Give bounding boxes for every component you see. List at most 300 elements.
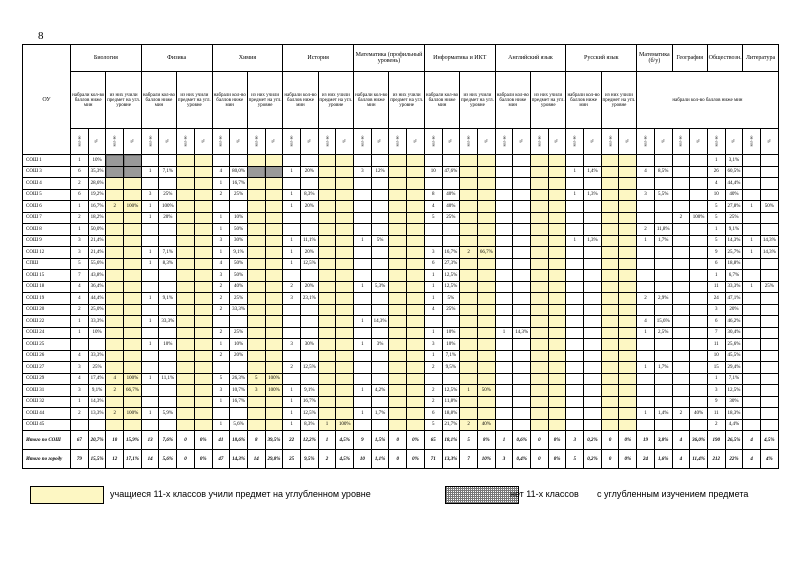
total-cell: 0 <box>531 450 549 469</box>
table-cell <box>106 224 124 236</box>
table-cell: 25% <box>230 189 248 201</box>
table-cell <box>407 304 425 316</box>
table-cell <box>477 339 495 351</box>
table-cell: 20% <box>300 281 318 293</box>
table-cell <box>601 350 619 362</box>
table-cell <box>177 201 195 213</box>
table-cell: 3 <box>71 247 89 259</box>
table-cell <box>106 155 124 167</box>
total-cell: 4,5% <box>336 450 354 469</box>
table-cell: 5 <box>424 419 442 431</box>
table-cell <box>548 385 566 397</box>
table-cell <box>584 212 602 224</box>
table-cell <box>690 419 708 431</box>
subject-header: География <box>672 45 707 72</box>
table-cell <box>619 327 637 339</box>
table-cell <box>513 224 531 236</box>
table-cell <box>584 155 602 167</box>
table-cell <box>106 396 124 408</box>
table-cell <box>495 224 513 236</box>
table-cell <box>672 350 690 362</box>
school-name: СОШ 19 <box>23 293 71 305</box>
table-cell <box>265 166 283 178</box>
table-cell <box>477 212 495 224</box>
table-cell: 16,7% <box>88 201 106 213</box>
table-cell <box>654 304 672 316</box>
total-cell: 0 <box>177 431 195 450</box>
table-cell: 6 <box>424 258 442 270</box>
table-cell <box>548 373 566 385</box>
total-cell: 0% <box>407 431 425 450</box>
table-row <box>23 293 779 305</box>
table-cell: 40% <box>442 201 460 213</box>
table-cell <box>389 350 407 362</box>
table-cell: 12,5% <box>442 281 460 293</box>
table-cell <box>159 235 177 247</box>
table-cell: 1 <box>212 224 230 236</box>
table-cell <box>619 419 637 431</box>
table-cell <box>124 270 142 282</box>
table-cell <box>477 327 495 339</box>
table-cell <box>601 212 619 224</box>
unit-header: % <box>513 129 531 155</box>
table-cell <box>283 270 301 282</box>
table-cell <box>389 212 407 224</box>
table-cell: 2,5% <box>654 327 672 339</box>
table-cell <box>743 304 761 316</box>
table-cell <box>247 235 265 247</box>
table-cell <box>619 281 637 293</box>
table-cell <box>194 419 212 431</box>
table-cell: 11 <box>707 339 725 351</box>
table-cell <box>177 293 195 305</box>
table-cell: 7,1% <box>725 373 743 385</box>
table-cell: 4,2% <box>371 385 389 397</box>
table-cell <box>761 385 779 397</box>
table-cell <box>672 373 690 385</box>
table-cell <box>548 155 566 167</box>
table-cell: 1 <box>283 396 301 408</box>
table-cell <box>548 166 566 178</box>
table-cell <box>460 201 478 213</box>
table-cell <box>354 270 372 282</box>
table-cell <box>389 304 407 316</box>
table-cell: 33,3% <box>725 281 743 293</box>
table-cell <box>124 293 142 305</box>
table-cell <box>495 281 513 293</box>
table-cell: 1 <box>141 316 159 328</box>
table-cell: 2 <box>424 396 442 408</box>
table-cell <box>531 419 549 431</box>
table-cell: 1 <box>141 212 159 224</box>
table-cell: 4 <box>106 373 124 385</box>
table-cell <box>336 155 354 167</box>
table-cell <box>460 304 478 316</box>
table-cell <box>513 281 531 293</box>
table-cell <box>194 201 212 213</box>
table-cell: 1,7% <box>654 235 672 247</box>
table-cell <box>212 155 230 167</box>
table-cell <box>743 350 761 362</box>
table-cell <box>177 281 195 293</box>
total-cell: 1,6% <box>654 450 672 469</box>
table-cell <box>371 327 389 339</box>
table-cell: 1 <box>318 419 336 431</box>
table-cell <box>654 419 672 431</box>
table-cell <box>654 201 672 213</box>
table-cell <box>194 293 212 305</box>
table-cell <box>354 247 372 259</box>
school-name: СОШ 8 <box>23 224 71 236</box>
table-cell <box>601 396 619 408</box>
table-cell <box>495 396 513 408</box>
table-cell <box>619 373 637 385</box>
table-cell: 1,7% <box>654 362 672 374</box>
table-cell <box>424 178 442 190</box>
table-cell <box>177 189 195 201</box>
table-cell <box>265 189 283 201</box>
table-cell: 7 <box>707 327 725 339</box>
table-cell <box>106 281 124 293</box>
table-cell <box>177 362 195 374</box>
table-cell <box>619 304 637 316</box>
table-cell <box>389 316 407 328</box>
table-cell <box>88 419 106 431</box>
table-cell: 1 <box>707 270 725 282</box>
table-cell: 1 <box>212 178 230 190</box>
table-cell <box>283 327 301 339</box>
table-cell: 100% <box>159 201 177 213</box>
school-name: СОШ 32 <box>23 396 71 408</box>
total-cell: 12 <box>106 450 124 469</box>
table-cell <box>513 189 531 201</box>
table-cell <box>672 304 690 316</box>
table-cell <box>637 258 655 270</box>
total-cell: 0 <box>177 450 195 469</box>
table-cell <box>513 350 531 362</box>
school-name: СОШ 15 <box>23 270 71 282</box>
table-cell: 4,4% <box>725 419 743 431</box>
table-cell <box>584 178 602 190</box>
table-cell <box>690 339 708 351</box>
table-cell <box>601 304 619 316</box>
table-cell <box>566 247 584 259</box>
table-cell: 40% <box>442 189 460 201</box>
table-cell <box>265 350 283 362</box>
table-cell: 1 <box>637 327 655 339</box>
table-cell <box>194 224 212 236</box>
table-cell <box>477 304 495 316</box>
table-cell: 20% <box>300 247 318 259</box>
total-cell: 3 <box>566 431 584 450</box>
table-cell <box>407 212 425 224</box>
total-cell: 22% <box>725 450 743 469</box>
table-cell <box>584 339 602 351</box>
table-cell <box>761 304 779 316</box>
table-cell <box>495 362 513 374</box>
table-cell: 3 <box>707 304 725 316</box>
table-cell <box>531 281 549 293</box>
table-cell: 2 <box>106 385 124 397</box>
table-cell: 3 <box>707 385 725 397</box>
table-cell <box>761 408 779 420</box>
table-cell <box>548 293 566 305</box>
unit-header: % <box>477 129 495 155</box>
table-cell <box>318 362 336 374</box>
table-cell <box>300 212 318 224</box>
table-cell <box>761 316 779 328</box>
table-cell: 1 <box>637 235 655 247</box>
table-cell <box>584 385 602 397</box>
table-cell <box>212 201 230 213</box>
table-cell <box>566 339 584 351</box>
table-cell <box>318 304 336 316</box>
table-cell <box>336 212 354 224</box>
table-cell <box>265 212 283 224</box>
legend-hatch-swatch <box>445 486 519 504</box>
table-cell <box>619 396 637 408</box>
table-cell: 40% <box>477 419 495 431</box>
table-cell <box>672 247 690 259</box>
table-cell <box>389 327 407 339</box>
table-cell <box>495 339 513 351</box>
total-cell: 3,8% <box>654 431 672 450</box>
table-cell <box>265 224 283 236</box>
table-cell: 2,9% <box>654 293 672 305</box>
table-cell <box>177 155 195 167</box>
table-cell <box>177 419 195 431</box>
table-cell <box>495 316 513 328</box>
table-cell <box>106 258 124 270</box>
table-cell <box>159 350 177 362</box>
table-cell <box>601 201 619 213</box>
total-cell: 1 <box>318 431 336 450</box>
table-cell <box>690 385 708 397</box>
table-cell <box>354 212 372 224</box>
page-number: 8 <box>38 30 44 42</box>
table-cell <box>672 293 690 305</box>
table-cell: 1 <box>141 166 159 178</box>
table-cell <box>584 396 602 408</box>
table-cell <box>247 201 265 213</box>
unit-header: кол-во <box>707 129 725 155</box>
table-cell <box>265 270 283 282</box>
table-cell <box>159 270 177 282</box>
table-cell: 1 <box>354 281 372 293</box>
table-cell: 1 <box>424 281 442 293</box>
table-cell: 6,7% <box>725 270 743 282</box>
table-cell <box>743 339 761 351</box>
table-cell <box>654 373 672 385</box>
table-row <box>23 339 779 351</box>
table-cell <box>318 258 336 270</box>
table-cell <box>354 155 372 167</box>
table-cell <box>389 258 407 270</box>
table-cell <box>672 166 690 178</box>
table-cell: 2 <box>106 201 124 213</box>
table-cell <box>265 235 283 247</box>
table-cell: 19,2% <box>88 189 106 201</box>
table-cell: 3 <box>247 385 265 397</box>
table-cell <box>690 362 708 374</box>
table-cell <box>212 408 230 420</box>
table-cell: 1 <box>283 419 301 431</box>
table-cell <box>690 396 708 408</box>
table-cell <box>566 316 584 328</box>
table-cell: 1 <box>141 339 159 351</box>
subject-header: Русский язык <box>566 45 637 72</box>
table-cell <box>531 270 549 282</box>
table-cell: 1 <box>354 316 372 328</box>
table-cell <box>389 189 407 201</box>
table-cell <box>336 235 354 247</box>
table-cell <box>672 316 690 328</box>
table-cell <box>230 362 248 374</box>
table-cell <box>247 396 265 408</box>
table-cell <box>495 155 513 167</box>
table-cell: 100% <box>124 373 142 385</box>
unit-header: кол-во <box>637 129 655 155</box>
table-cell <box>690 189 708 201</box>
table-cell <box>247 247 265 259</box>
table-cell <box>442 373 460 385</box>
table-cell <box>177 408 195 420</box>
table-cell <box>584 293 602 305</box>
table-cell <box>354 362 372 374</box>
table-cell: 50% <box>230 224 248 236</box>
total-cell: 18,6% <box>230 431 248 450</box>
table-cell <box>584 327 602 339</box>
subject-header: Английский язык <box>495 45 566 72</box>
table-cell <box>106 362 124 374</box>
table-row <box>23 166 779 178</box>
table-cell: 13,3% <box>88 408 106 420</box>
table-cell: 25% <box>442 212 460 224</box>
table-cell <box>407 166 425 178</box>
table-cell: 10 <box>424 166 442 178</box>
total-cell: 5 <box>460 431 478 450</box>
table-cell: 26 <box>707 166 725 178</box>
table-cell <box>477 224 495 236</box>
table-cell <box>265 362 283 374</box>
table-cell: 28,6% <box>88 178 106 190</box>
table-cell: 1 <box>283 235 301 247</box>
table-cell <box>106 316 124 328</box>
table-cell <box>548 258 566 270</box>
table-cell: 25,0% <box>88 304 106 316</box>
table-cell <box>141 350 159 362</box>
table-cell <box>177 339 195 351</box>
table-cell: 3 <box>212 270 230 282</box>
table-cell <box>601 189 619 201</box>
table-cell <box>460 155 478 167</box>
table-cell <box>194 339 212 351</box>
table-cell <box>601 408 619 420</box>
table-cell: 7,1% <box>442 350 460 362</box>
table-cell <box>371 362 389 374</box>
table-cell <box>601 327 619 339</box>
table-cell: 5% <box>371 235 389 247</box>
table-cell <box>141 362 159 374</box>
table-cell <box>584 316 602 328</box>
table-cell <box>690 166 708 178</box>
table-cell: 11,1% <box>300 235 318 247</box>
table-cell <box>654 350 672 362</box>
table-cell <box>460 408 478 420</box>
results-table <box>22 44 779 469</box>
table-cell <box>389 385 407 397</box>
table-cell <box>513 339 531 351</box>
table-cell: 11,1% <box>159 373 177 385</box>
table-cell <box>106 327 124 339</box>
table-cell <box>389 339 407 351</box>
total-cell: 14 <box>247 450 265 469</box>
table-cell: 5 <box>247 373 265 385</box>
table-row <box>23 396 779 408</box>
table-cell <box>548 327 566 339</box>
table-cell <box>265 316 283 328</box>
table-cell <box>601 166 619 178</box>
table-cell <box>743 224 761 236</box>
table-cell <box>389 247 407 259</box>
table-cell <box>300 155 318 167</box>
table-cell <box>584 304 602 316</box>
table-cell <box>247 339 265 351</box>
table-cell <box>654 396 672 408</box>
table-cell <box>477 235 495 247</box>
table-row <box>23 316 779 328</box>
school-name: СОШ 3 <box>23 166 71 178</box>
table-cell <box>336 362 354 374</box>
table-cell <box>354 396 372 408</box>
table-cell: 35,3% <box>88 166 106 178</box>
table-cell <box>194 155 212 167</box>
table-cell <box>194 327 212 339</box>
table-cell <box>424 373 442 385</box>
table-cell: 66,7% <box>477 247 495 259</box>
table-cell <box>495 304 513 316</box>
table-cell: 2 <box>424 362 442 374</box>
table-cell <box>407 270 425 282</box>
total-cell: 10% <box>477 450 495 469</box>
table-cell <box>584 408 602 420</box>
table-row <box>23 350 779 362</box>
table-cell: 50% <box>230 270 248 282</box>
table-cell <box>495 247 513 259</box>
table-cell <box>584 373 602 385</box>
total-label: Итого по городу <box>23 450 71 469</box>
total-cell: 0% <box>619 431 637 450</box>
table-cell <box>672 396 690 408</box>
table-cell <box>141 396 159 408</box>
table-cell <box>584 201 602 213</box>
table-cell <box>566 362 584 374</box>
unit-header: кол-во <box>71 129 89 155</box>
table-cell: 9 <box>707 247 725 259</box>
table-cell: 11,8% <box>654 224 672 236</box>
table-cell: 1 <box>495 327 513 339</box>
total-cell: 15,5% <box>88 450 106 469</box>
table-cell: 1 <box>141 201 159 213</box>
table-cell <box>194 408 212 420</box>
table-cell: 17,4% <box>88 373 106 385</box>
table-cell <box>495 270 513 282</box>
unit-header: % <box>159 129 177 155</box>
table-cell: 11 <box>707 281 725 293</box>
header-sub-row <box>23 72 779 129</box>
unit-header: кол-во <box>424 129 442 155</box>
table-cell: 3 <box>212 235 230 247</box>
